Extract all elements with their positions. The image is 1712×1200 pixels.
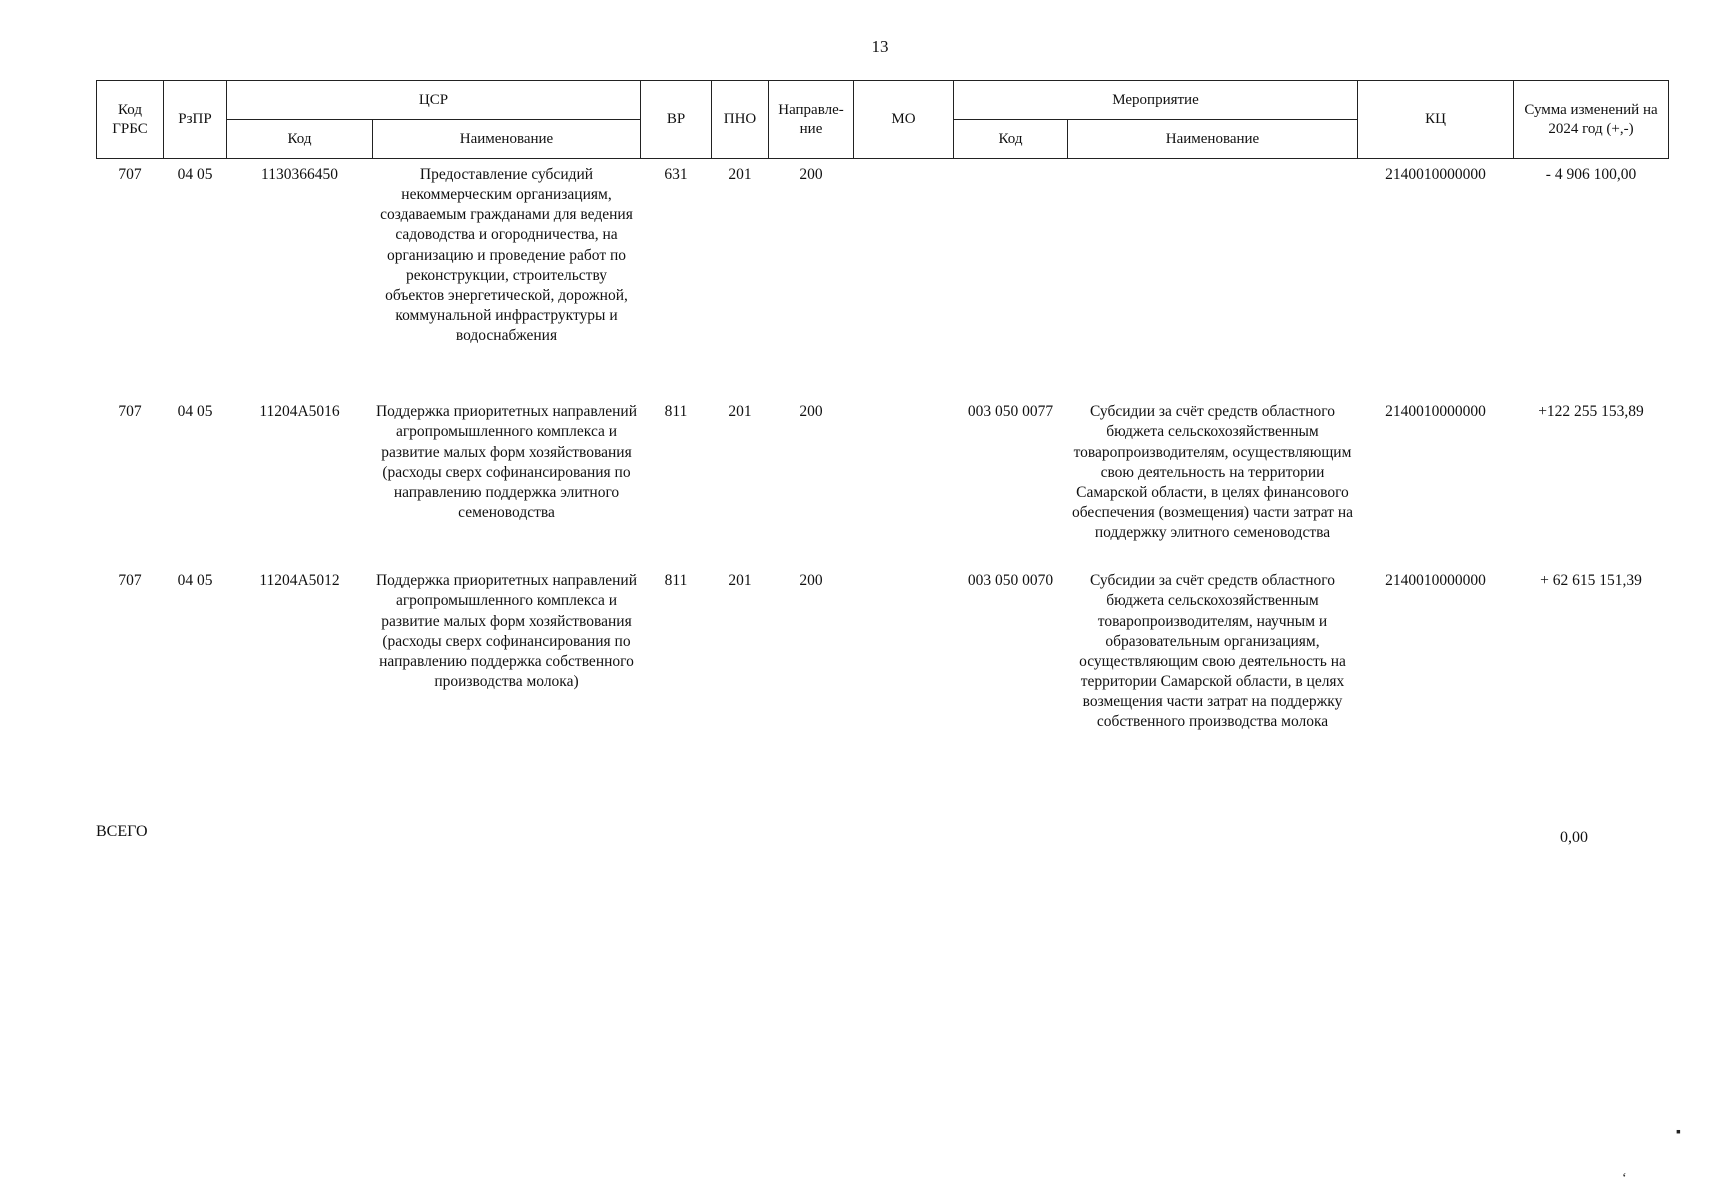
row-spacer: [97, 543, 1669, 565]
budget-table-container: [96, 80, 1668, 732]
cell-summa: + 62 615 151,39: [1540, 572, 1642, 590]
cell-vr: 811: [664, 403, 688, 421]
budget-changes-table: [96, 80, 1669, 732]
cell-csr-name: Поддержка приоритетных направлений агропромышленного комплекса и развитие малых форм хозяйствования (расходы сверх софинансирования по направлению поддержка собственного производства молока): [375, 572, 638, 690]
table-header: [97, 81, 1669, 159]
scan-speck-mark: ▪: [1676, 1125, 1681, 1140]
cell-mo: [854, 565, 954, 732]
header-mer-kod: Код: [954, 120, 1068, 159]
cell-summa: - 4 906 100,00: [1545, 166, 1637, 183]
cell-rzpr: 04 05: [177, 166, 213, 183]
cell-csr-kod: 1130366450: [261, 166, 338, 183]
cell-kc: 2140010000000: [1385, 572, 1486, 590]
row-spacer: [97, 346, 1669, 396]
cell-mo: [854, 159, 954, 347]
scan-speck-mark: ʻ: [1622, 1171, 1627, 1186]
cell-napravlenie: 200: [799, 166, 823, 183]
cell-mer-name: [1068, 159, 1358, 347]
cell-pno: 201: [728, 166, 752, 183]
cell-grbs: 707: [118, 166, 142, 183]
header-mo: МО: [854, 81, 954, 159]
cell-rzpr: 04 05: [177, 403, 213, 421]
cell-grbs: 707: [118, 572, 142, 590]
cell-mer-kod: 003 050 0070: [967, 572, 1054, 590]
cell-mo: [854, 396, 954, 543]
header-summa: Сумма изменений на 2024 год (+,-): [1514, 81, 1669, 159]
table-row: [97, 565, 1669, 732]
total-value: 0,00: [1560, 829, 1588, 846]
header-vr: ВР: [641, 81, 712, 159]
cell-napravlenie: 200: [799, 572, 823, 590]
cell-mer-name: Субсидии за счёт средств областного бюджета сельскохозяйственным товаропроизводителям, научным и образовательным организациям, осуществляющим свою деятельность на территории Самарской области, в целях возмещения части затрат на поддержку собственного производства молока: [1079, 572, 1346, 731]
cell-pno: 201: [728, 403, 752, 421]
cell-grbs: 707: [118, 403, 142, 421]
header-kc: КЦ: [1358, 81, 1514, 159]
cell-summa: +122 255 153,89: [1538, 403, 1644, 421]
cell-csr-name: Поддержка приоритетных направлений агропромышленного комплекса и развитие малых форм хозяйствования (расходы сверх софинансирования по направлению поддержка элитного семеноводства: [375, 403, 638, 521]
header-mer-name: Наименование: [1068, 120, 1358, 159]
cell-csr-kod: 11204A5012: [259, 572, 340, 590]
header-csr-name: Наименование: [373, 120, 641, 159]
cell-kc: 2140010000000: [1385, 403, 1486, 421]
cell-pno: 201: [728, 572, 752, 590]
table-body: [97, 159, 1669, 733]
header-rzpr: РзПР: [164, 81, 227, 159]
cell-mer-kod: 003 050 0077: [967, 403, 1054, 421]
header-kod-grbs: Код ГРБС: [97, 81, 164, 159]
cell-kc: 2140010000000: [1385, 166, 1486, 183]
cell-napravlenie: 200: [799, 403, 823, 421]
total-row: [96, 822, 1668, 844]
header-csr-kod: Код: [227, 120, 373, 159]
page-number: 13: [871, 37, 889, 56]
total-label: ВСЕГО: [96, 823, 148, 840]
header-meropriyatie: Мероприятие: [954, 81, 1358, 120]
cell-vr: 811: [664, 572, 688, 590]
header-csr: ЦСР: [227, 81, 641, 120]
cell-mer-kod: [954, 159, 1068, 347]
header-pno: ПНО: [712, 81, 769, 159]
header-napravlenie: Направле-ние: [769, 81, 854, 159]
cell-vr: 631: [664, 166, 688, 183]
cell-csr-name: Предоставление субсидий некоммерческим организациям, создаваемым гражданами для ведения садоводства и огородничества, на организацию и проведение работ по реконструкции, строительству объектов энергетической, дорожной, коммунальной инфраструктуры и водоснабжения: [380, 166, 633, 345]
table-row: [97, 159, 1669, 347]
cell-rzpr: 04 05: [177, 572, 213, 590]
cell-mer-name: Субсидии за счёт средств областного бюджета сельскохозяйственным товаропроизводителям, осуществляющим свою деятельность на территории Самарской области, в целях финансового обеспечения (возмещения) части затрат на поддержку элитного семеноводства: [1071, 403, 1354, 542]
cell-csr-kod: 11204A5016: [259, 403, 340, 421]
table-row: [97, 396, 1669, 543]
